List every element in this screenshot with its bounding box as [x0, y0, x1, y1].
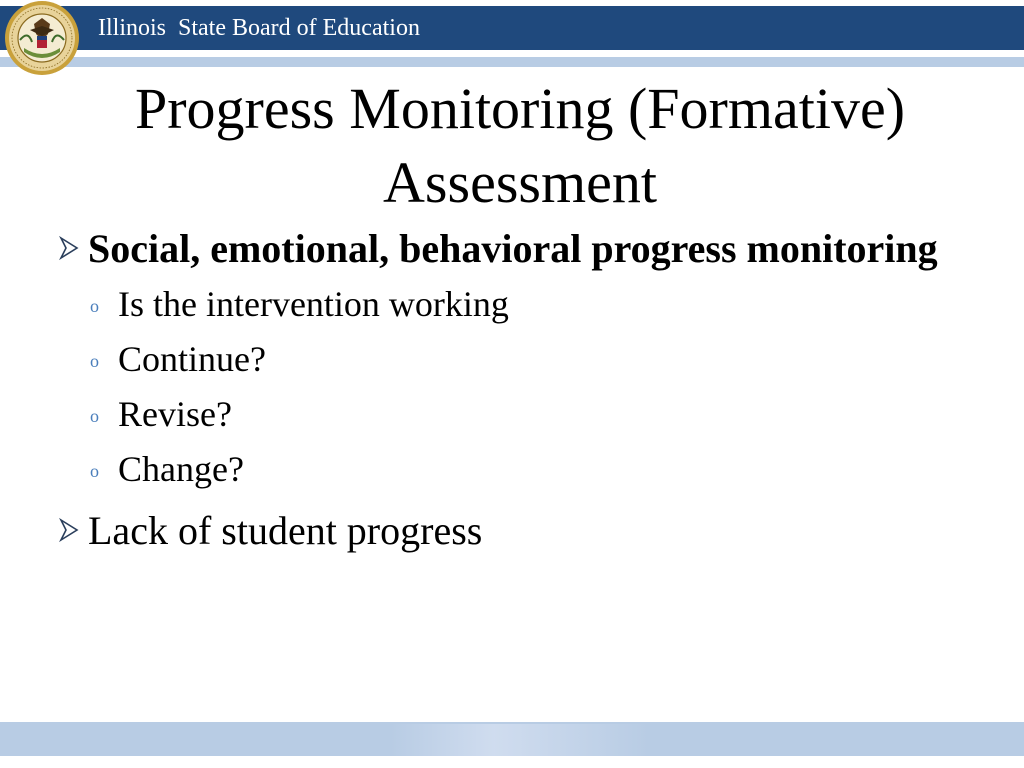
sub-bullet-text: Change? [118, 449, 244, 489]
state-seal-icon [4, 0, 80, 76]
header-stripe [0, 57, 1024, 67]
title-line-1: Progress Monitoring (Formative) [134, 76, 906, 141]
bullet-item [56, 504, 956, 558]
sub-bullet-item [88, 449, 956, 489]
bullet-text: Social, emotional, behavioral progress monitoring [88, 226, 938, 271]
organization-name: Illinois State Board of Education [98, 15, 420, 41]
slide-title [40, 72, 1000, 220]
bullet-item [56, 222, 956, 276]
circle-bullet-icon: o [90, 406, 99, 426]
sub-bullet-text: Continue? [118, 339, 266, 379]
bullet-text: Lack of student progress [88, 508, 483, 553]
title-line-2: Assessment [383, 150, 657, 215]
sub-bullet-item [88, 394, 956, 434]
circle-bullet-icon: o [90, 351, 99, 371]
sub-bullet-list [88, 284, 956, 489]
sub-bullet-item [88, 284, 956, 324]
arrow-bullet-icon [58, 234, 80, 262]
sub-bullet-text: Revise? [118, 394, 232, 434]
footer-accent [390, 724, 650, 756]
bullet-list [56, 222, 956, 566]
circle-bullet-icon: o [90, 461, 99, 481]
circle-bullet-icon: o [90, 296, 99, 316]
sub-bullet-text: Is the intervention working [118, 284, 509, 324]
arrow-bullet-icon [58, 516, 80, 544]
sub-bullet-item [88, 339, 956, 379]
